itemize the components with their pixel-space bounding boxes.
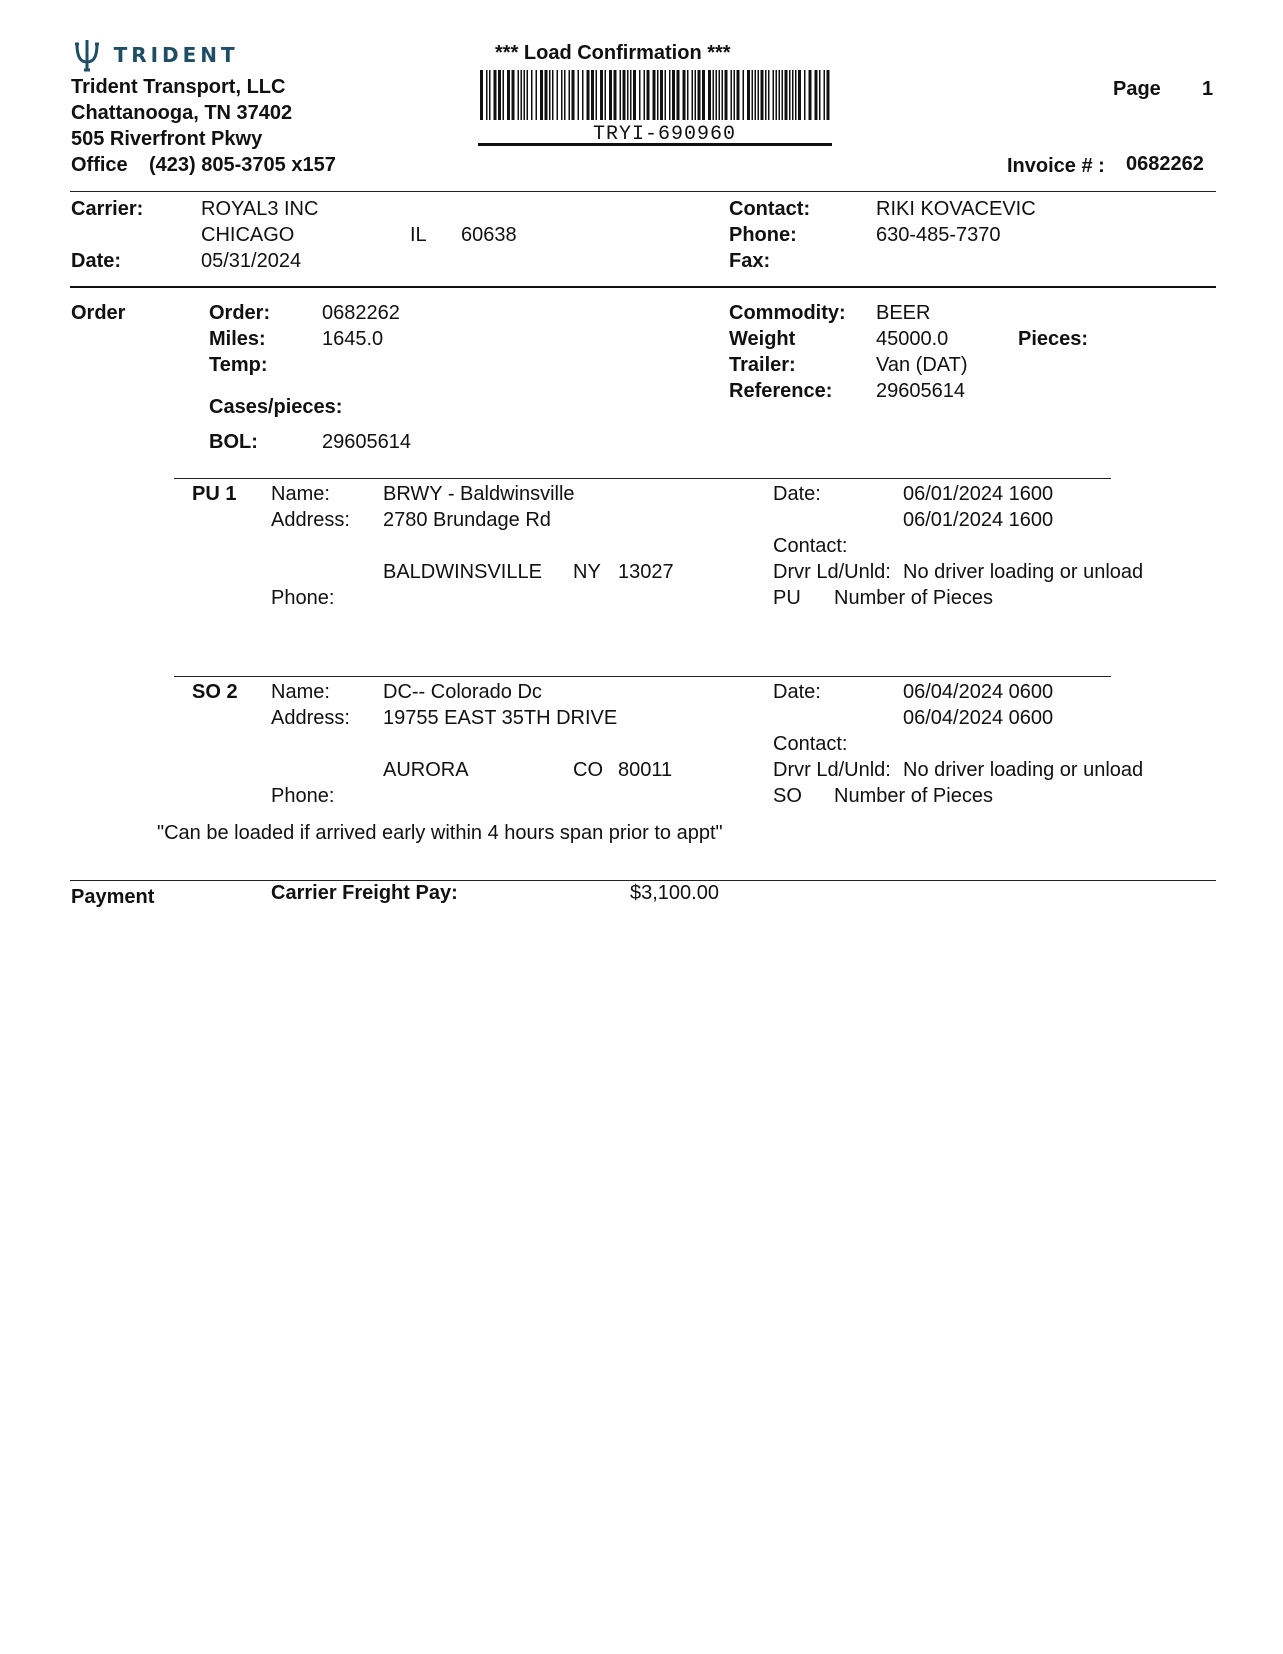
trailer-label: Trailer: [729,354,796,376]
bol-value: 29605614 [322,431,411,453]
order-section-label: Order [71,302,126,324]
company-street: 505 Riverfront Pkwy [71,128,263,150]
stop-2-drvr-value: No driver loading or unload [903,759,1144,781]
stop-1-address-label: Address: [271,509,350,531]
carrier-divider [70,286,1216,288]
stop-2-name: DC-- Colorado Dc [383,681,542,703]
stop-1-drvr-label: Drvr Ld/Unld: [773,561,891,583]
trident-icon [70,38,104,72]
logo-wordmark: TRIDENT [113,43,239,67]
stop-2-code: SO 2 [192,681,238,703]
barcode [478,70,832,120]
contact-label: Contact: [729,198,811,220]
stop-1-state: NY [573,561,601,583]
company-name: Trident Transport, LLC [71,76,286,98]
trailer-value: Van (DAT) [876,354,968,376]
stop-1-date-2: 06/01/2024 1600 [903,509,1054,531]
stop-1-date-label: Date: [773,483,821,505]
stop-1-zip: 13027 [618,561,674,583]
stop-2-address-label: Address: [271,707,350,729]
order-label: Order: [209,302,271,324]
stop-1-name-label: Name: [271,483,330,505]
date-label: Date: [71,250,122,272]
stop-1-name: BRWY - Baldwinsville [383,483,575,505]
office-label: Office [71,154,128,176]
stop-1-date-1: 06/01/2024 1600 [903,483,1054,505]
header-divider [70,191,1216,192]
fax-label: Fax: [729,250,771,272]
invoice-label: Invoice # : [1007,155,1105,177]
stop-2-phone-label: Phone: [271,785,335,807]
carrier-city: CHICAGO [201,224,295,246]
freight-pay-label: Carrier Freight Pay: [271,882,458,904]
company-logo [70,38,239,72]
stop-1-contact-label: Contact: [773,535,848,557]
commodity-label: Commodity: [729,302,846,324]
stop-1-city: BALDWINSVILLE [383,561,542,583]
stop-2-date-label: Date: [773,681,821,703]
stop-1-pieces: Number of Pieces [834,587,993,609]
stop-1-divider [174,478,1111,479]
office-phone: (423) 805-3705 x157 [149,154,336,176]
carrier-name: ROYAL3 INC [201,198,319,220]
carrier-date: 05/31/2024 [201,250,302,272]
barcode-text: TRYI-690960 [593,123,737,146]
miles-label: Miles: [209,328,266,350]
carrier-phone: 630-485-7370 [876,224,1001,246]
pieces-label: Pieces: [1018,328,1089,350]
stop-2-date-1: 06/04/2024 0600 [903,681,1054,703]
bol-label: BOL: [209,431,258,453]
phone-label: Phone: [729,224,797,246]
carrier-state: IL [410,224,427,246]
invoice-number: 0682262 [1126,153,1204,175]
miles-value: 1645.0 [322,328,384,350]
reference-value: 29605614 [876,380,965,402]
stop-2-type: SO [773,785,802,807]
temp-label: Temp: [209,354,268,376]
page-label: Page [1113,78,1161,100]
stop-2-pieces: Number of Pieces [834,785,993,807]
cases-label: Cases/pieces: [209,396,343,418]
document-title: *** Load Confirmation *** [495,42,731,64]
stop-1-type: PU [773,587,801,609]
commodity-value: BEER [876,302,931,324]
stop-2-drvr-label: Drvr Ld/Unld: [773,759,891,781]
stop-2-contact-label: Contact: [773,733,848,755]
stop-note: "Can be loaded if arrived early within 4 hours span prior to appt" [157,822,723,844]
page-number: 1 [1202,78,1214,100]
carrier-zip: 60638 [461,224,517,246]
stop-1-drvr-value: No driver loading or unload [903,561,1144,583]
carrier-contact: RIKI KOVACEVIC [876,198,1036,220]
stop-2-date-2: 06/04/2024 0600 [903,707,1054,729]
stop-2-name-label: Name: [271,681,330,703]
weight-value: 45000.0 [876,328,949,350]
order-number: 0682262 [322,302,400,324]
stop-1-phone-label: Phone: [271,587,335,609]
stop-1-address: 2780 Brundage Rd [383,509,551,531]
stop-1-code: PU 1 [192,483,237,505]
carrier-label: Carrier: [71,198,144,220]
freight-pay-amount: $3,100.00 [630,882,719,904]
weight-label: Weight [729,328,796,350]
stop-2-divider [174,676,1111,677]
stop-2-city: AURORA [383,759,469,781]
payment-label: Payment [71,886,155,908]
reference-label: Reference: [729,380,833,402]
company-city: Chattanooga, TN 37402 [71,102,293,124]
stop-2-zip: 80011 [618,759,673,781]
stop-2-state: CO [573,759,603,781]
stop-2-address: 19755 EAST 35TH DRIVE [383,707,618,729]
